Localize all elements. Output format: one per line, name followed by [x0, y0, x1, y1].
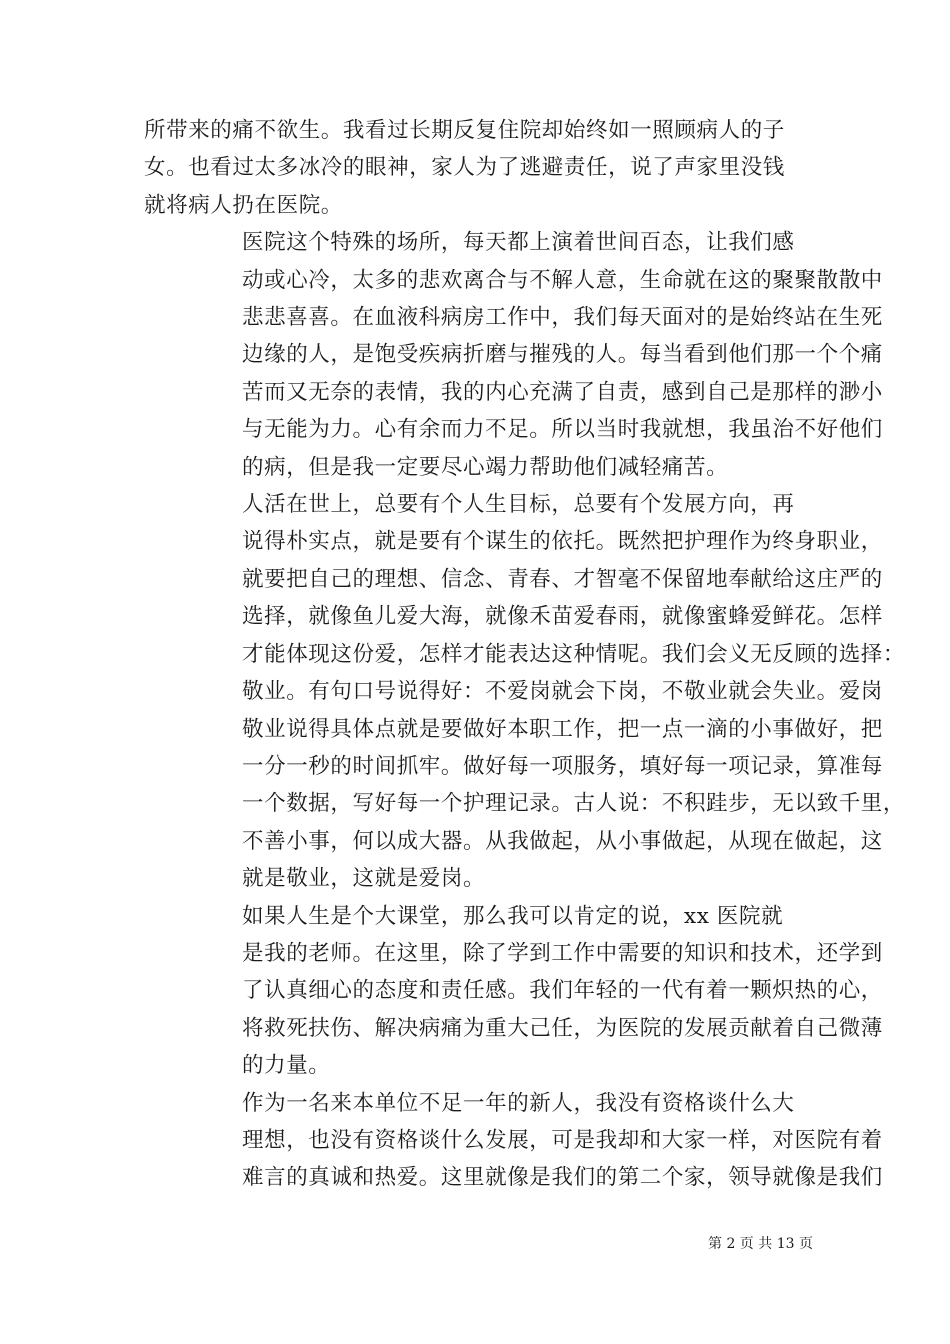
text-line: 就要把自己的理想、信念、青春、才智毫不保留地奉献给这庄严的 [242, 566, 883, 592]
text-line: 就是敬业，这就是爱岗。 [242, 866, 486, 892]
text-line: 动或心冷，太多的悲欢离合与不解人意，生命就在这的聚聚散散中 [242, 267, 883, 293]
text-line: 与无能为力。心有余而力不足。所以当时我就想，我虽治不好他们 [242, 417, 883, 443]
paragraph [144, 224, 883, 486]
text-line: 是我的老师。在这里，除了学到工作中需要的知识和技术，还学到 [242, 940, 883, 966]
text-line: 理想，也没有资格谈什么发展，可是我却和大家一样，对医院有着 [242, 1127, 883, 1153]
page-number: 第 2 页 共 13 页 [708, 1236, 813, 1252]
text-line: 边缘的人，是饱受疾病折磨与摧残的人。每当看到他们那一个个痛 [242, 342, 883, 368]
text-line: 才能体现这份爱，怎样才能表达这种情呢。我们会义无反顾的选择： [242, 641, 906, 667]
paragraph [144, 1085, 883, 1197]
paragraph [144, 486, 906, 897]
text-line: 了认真细心的态度和责任感。我们年轻的一代有着一颗炽热的心， [242, 978, 883, 1004]
text-line: 所带来的痛不欲生。我看过长期反复住院却始终如一照顾病人的子 [144, 118, 785, 143]
text-line: 苦而又无奈的表情，我的内心充满了自责，感到自己是那样的渺小 [242, 379, 883, 405]
text-line: 人活在世上，总要有个人生目标，总要有个发展方向，再 [242, 492, 795, 518]
text-line: 女。也看过太多冰冷的眼神，家人为了逃避责任，说了声家里没钱 [144, 155, 785, 181]
text-line: 就将病人扔在医院。 [144, 192, 343, 218]
text-line: 敬业。有句口号说得好：不爱岗就会下岗，不敬业就会失业。爱岗 [242, 679, 883, 705]
text-line: 说得朴实点，就是要有个谋生的依托。既然把护理作为终身职业， [242, 529, 883, 555]
text-line: 如果人生是个大课堂，那么我可以肯定的说，xx 医院就 [242, 903, 784, 929]
text-line: 作为一名来本单位不足一年的新人，我没有资格谈什么大 [242, 1090, 795, 1116]
text-line: 的力量。 [242, 1053, 331, 1079]
text-line: 一分一秒的时间抓牢。做好每一项服务，填好每一项记录，算准每 [242, 753, 883, 779]
text-line: 将救死扶伤、解决病痛为重大己任，为医院的发展贡献着自己微薄 [242, 1015, 883, 1041]
paragraph [144, 898, 883, 1085]
text-line: 不善小事，何以成大器。从我做起，从小事做起，从现在做起，这 [242, 828, 883, 854]
text-line: 的病，但是我一定要尽心竭力帮助他们减轻痛苦。 [242, 454, 729, 480]
text-line: 医院这个特殊的场所，每天都上演着世间百态，让我们感 [242, 230, 795, 256]
text-line: 难言的真诚和热爱。这里就像是我们的第二个家，领导就像是我们 [242, 1165, 883, 1191]
document-body [144, 112, 906, 1197]
text-line: 选择，就像鱼儿爱大海，就像禾苗爱春雨，就像蜜蜂爱鲜花。怎样 [242, 604, 883, 630]
text-line: 一个数据，写好每一个护理记录。古人说：不积跬步，无以致千里， [242, 791, 906, 817]
text-line: 敬业说得具体点就是要做好本职工作，把一点一滴的小事做好，把 [242, 716, 883, 742]
text-line: 悲悲喜喜。在血液科病房工作中，我们每天面对的是始终站在生死 [242, 305, 883, 331]
paragraph [144, 112, 814, 224]
